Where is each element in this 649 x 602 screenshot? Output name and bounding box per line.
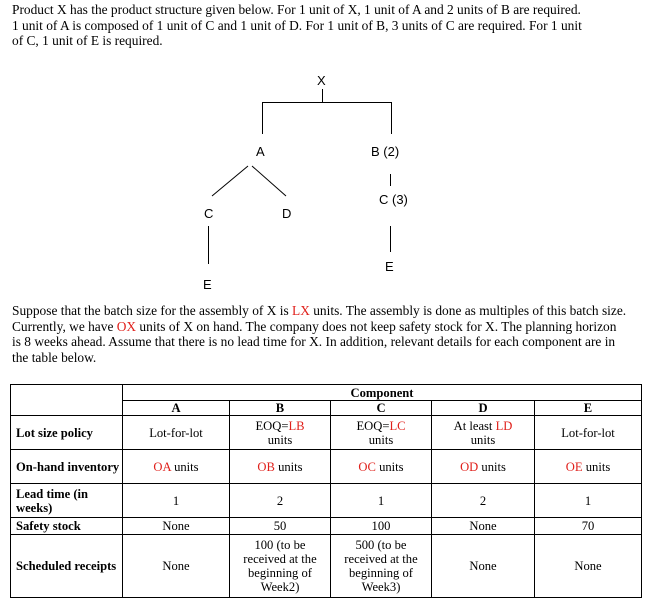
- cell-text: units: [274, 459, 303, 474]
- row-label: Lead time (in weeks): [11, 484, 123, 518]
- table-cell: [432, 416, 535, 450]
- tree-node-a: A: [256, 144, 265, 159]
- table-row: [11, 450, 642, 484]
- cell-text: units: [582, 459, 611, 474]
- table-cell: 50: [230, 518, 331, 535]
- row-label: Scheduled receipts: [11, 535, 123, 598]
- table-cell: 70: [535, 518, 642, 535]
- cell-variable: OD: [460, 459, 479, 474]
- table-cell: None: [535, 535, 642, 598]
- cell-variable: OE: [565, 459, 583, 474]
- table-cell: [230, 416, 331, 450]
- table-row: [11, 535, 642, 598]
- table-cell: 2: [230, 484, 331, 518]
- table-cell: 2: [432, 484, 535, 518]
- tree-node-e-under-b: E: [385, 259, 394, 274]
- table-cell: 1: [123, 484, 230, 518]
- cell-text: units: [368, 432, 394, 447]
- cell-variable: OA: [153, 459, 171, 474]
- cell-text: units: [478, 459, 506, 474]
- table-cell: Lot-for-lot: [535, 416, 642, 450]
- intro-line-2: 1 unit of A is composed of 1 unit of C and 1 unit of D. For 1 unit of B, 3 units of C are required. For 1 unit: [12, 17, 582, 33]
- table-cell: None: [123, 518, 230, 535]
- table-cell: [331, 416, 432, 450]
- table-cell: [331, 450, 432, 484]
- cell-text: units: [170, 459, 199, 474]
- tree-node-e-under-a: E: [203, 277, 212, 292]
- row-label: On-hand inventory: [11, 450, 123, 484]
- cell-variable: OC: [358, 459, 376, 474]
- table-corner-cell: [11, 385, 123, 416]
- table-cell: 500 (to be received at the beginning of Week3): [331, 535, 432, 598]
- tree-node-d: D: [282, 206, 292, 221]
- intro-line-1: Product X has the product structure given below. For 1 unit of X, 1 unit of A and 2 units of B are required.: [12, 2, 581, 17]
- row-label: Safety stock: [11, 518, 123, 535]
- tree-node-b: B (2): [371, 144, 400, 159]
- cell-text: units: [375, 459, 404, 474]
- scenario-text-3: units of X on hand. The company does not keep safety stock for X. The planning horizon is 8 weeks ahead. Assume that there is no lead time for X. In addition, relevant details for each component are in the table below.: [12, 318, 617, 365]
- tree-edge-c-to-e-a: [208, 226, 209, 264]
- table-row: [11, 518, 642, 535]
- table-cell: 100 (to be received at the beginning of Week2): [230, 535, 331, 598]
- column-header-b: B: [230, 401, 331, 416]
- component-header: Component: [123, 385, 642, 401]
- tree-edge-a-to-d: [252, 166, 286, 196]
- table-cell: None: [432, 535, 535, 598]
- tree-edge-c-to-e-b: [390, 226, 391, 252]
- table-cell: [123, 450, 230, 484]
- tree-edge-a-to-c: [212, 166, 248, 196]
- cell-text: units: [470, 432, 496, 447]
- scenario-text-1: Suppose that the batch size for the assembly of X is: [12, 303, 293, 318]
- tree-node-c-under-a: C: [204, 206, 214, 221]
- cell-text: units: [267, 432, 293, 447]
- cell-variable: OB: [257, 459, 275, 474]
- table-cell: Lot-for-lot: [123, 416, 230, 450]
- cell-text: At least: [453, 418, 496, 433]
- table-cell: 1: [535, 484, 642, 518]
- tree-edge-b-to-c: [390, 174, 391, 186]
- column-header-e: E: [535, 401, 642, 416]
- var-ox: OX: [116, 318, 137, 334]
- cell-variable: LD: [495, 418, 513, 433]
- table-header-row: [11, 385, 642, 401]
- row-label: Lot size policy: [11, 416, 123, 450]
- column-header-d: D: [432, 401, 535, 416]
- table-cell: 1: [331, 484, 432, 518]
- cell-variable: LB: [288, 418, 305, 433]
- tree-node-c-under-b: C (3): [379, 192, 408, 207]
- table-row: [11, 416, 642, 450]
- table-cell: [535, 450, 642, 484]
- table-cell: None: [432, 518, 535, 535]
- cell-text: EOQ=: [356, 418, 390, 433]
- table-row: [11, 484, 642, 518]
- tree-node-x: X: [317, 73, 326, 88]
- table-cell: [432, 450, 535, 484]
- var-lx: LX: [292, 303, 310, 318]
- tree-diagonal-edges: [0, 0, 649, 300]
- table-cell: None: [123, 535, 230, 598]
- scenario-text-2: units. The assembly is done as multiples of this batch size. Currently, we have: [12, 303, 627, 334]
- intro-line-3: of C, 1 unit of E is required.: [12, 33, 163, 49]
- column-header-a: A: [123, 401, 230, 416]
- table-cell: 100: [331, 518, 432, 535]
- cell-variable: LC: [389, 418, 406, 433]
- table-cell: [230, 450, 331, 484]
- column-header-c: C: [331, 401, 432, 416]
- cell-text: EOQ=: [255, 418, 289, 433]
- scenario-paragraph: [12, 303, 627, 365]
- component-table: [10, 384, 642, 598]
